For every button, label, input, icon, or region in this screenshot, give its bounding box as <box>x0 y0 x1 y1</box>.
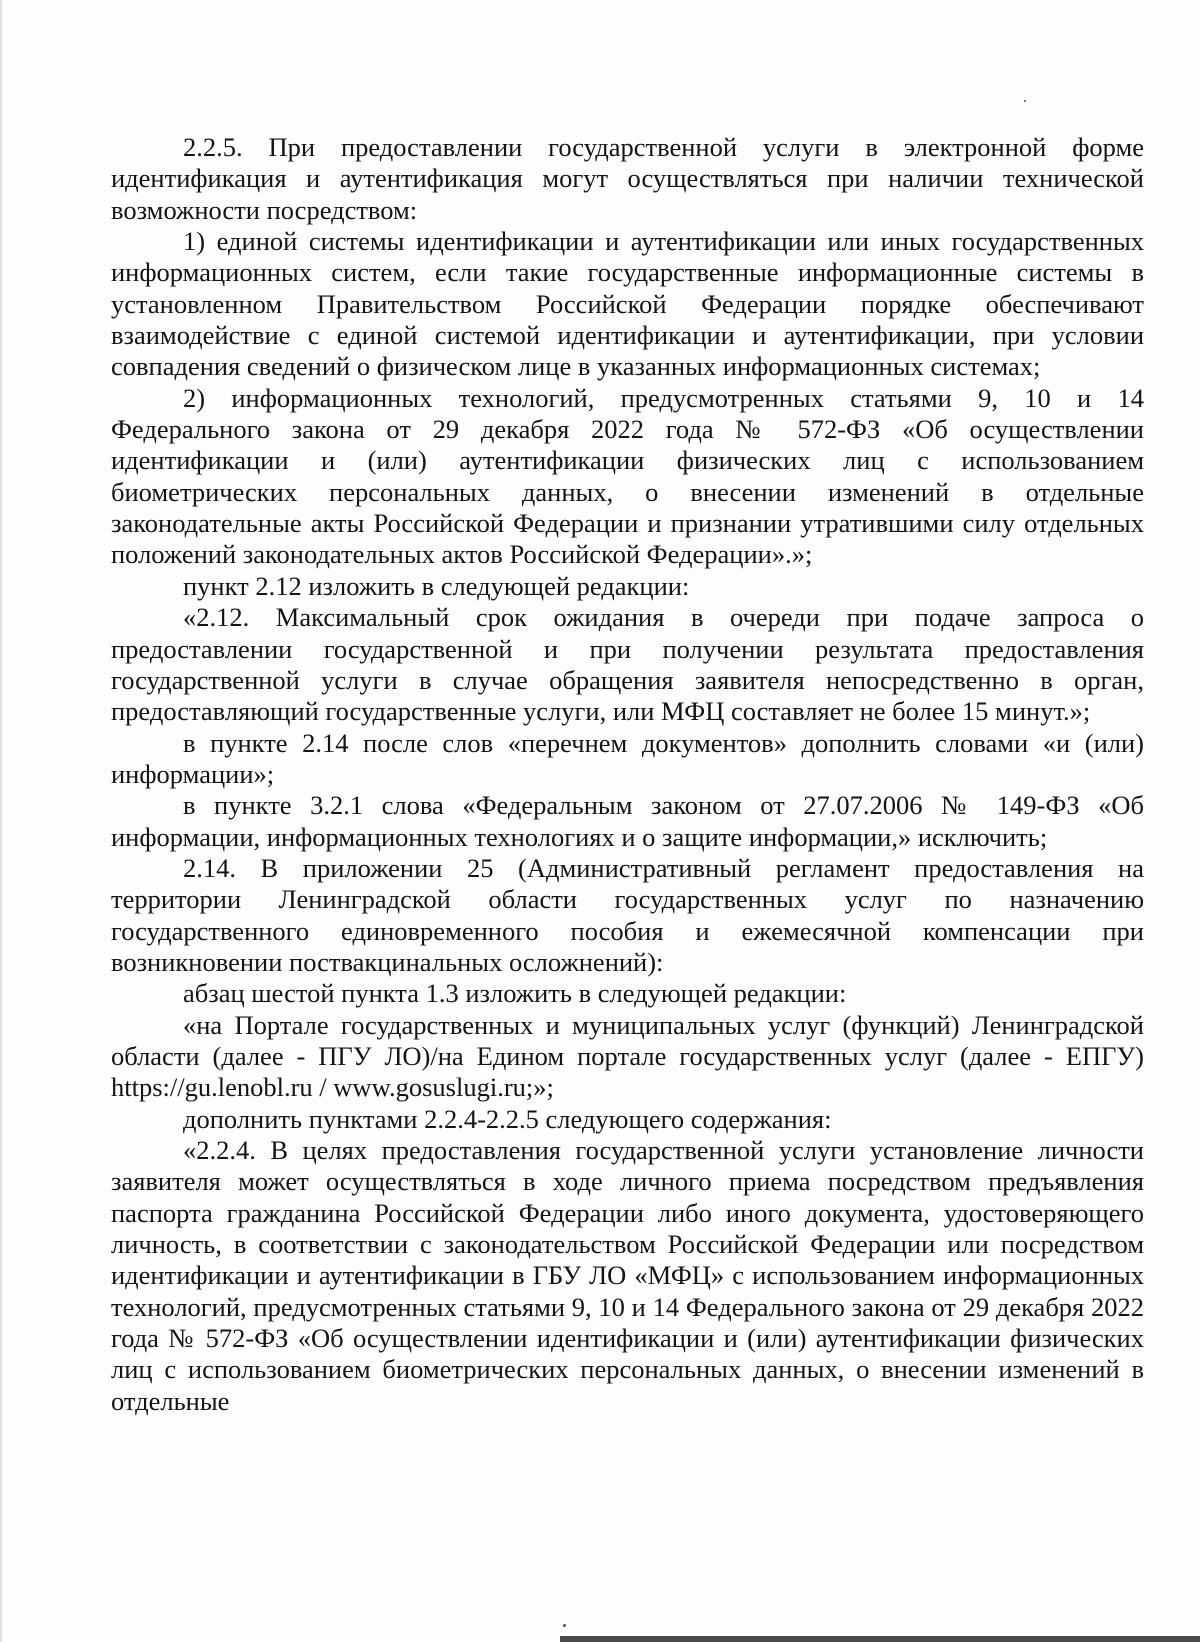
scan-edge-bottom <box>560 1636 1200 1642</box>
paragraph-portal-text: «на Портале государственных и муниципальных услуг (функций) Ленинградской области (далее - ПГУ ЛО)/на Едином портале государственных услуг (далее - ЕПГУ) https://gu.lenobl.ru / www.gosuslugi.ru;»; <box>111 1009 1144 1103</box>
paragraph-2-2-4: «2.2.4. В целях предоставления государственной услуги установление личности заявителя может осуществляться в ходе личного приема посредством предъявления паспорта гражданина Российской Федерации либо иного документа, удостоверяющего личность, в соответствии с законодательством Российской Федерации или посредством идентификации и аутентификации в ГБУ ЛО «МФЦ» с использованием информационных технологий, предусмотренных статьями 9, 10 и 14 Федерального закона от 29 декабря 2022 года № 572-ФЗ «Об осуществлении идентификации и (или) аутентификации физических лиц с использованием биометрических персональных данных, о внесении изменений в отдельные <box>111 1135 1144 1416</box>
paragraph-item-1: 1) единой системы идентификации и аутентификации или иных государственных информационных систем, если такие государственные информационные системы в установленном Правительством Российской Федерации порядке обеспечивают взаимодействие с единой системой идентификации и аутентификации, при условии совпадения сведений о физическом лице в указанных информационных системах; <box>111 226 1144 382</box>
paragraph-2-14-appendix-25: 2.14. В приложении 25 (Административный регламент предоставления на территории Ленинградской области государственных услуг по назначению государственного единовременного пособия и ежемесячной компенсации при возникновении поствакцинальных осложнений): <box>111 852 1144 977</box>
paragraph-instruction-2-2-4: дополнить пунктами 2.2.4-2.2.5 следующего содержания: <box>183 1103 832 1134</box>
scan-speck <box>1024 100 1026 102</box>
scan-edge-shadow <box>0 0 3 1642</box>
scan-speck <box>563 1624 566 1627</box>
document-body <box>111 132 1144 1417</box>
paragraph-instruction-3-2-1: в пункте 3.2.1 слова «Федеральным законом от 27.07.2006 № 149-ФЗ «Об информации, информационных технологиях и о защите информации,» исключить; <box>111 790 1144 852</box>
paragraph-2-2-5: 2.2.5. При предоставлении государственной услуги в электронной форме идентификация и аутентификация могут осуществляться при наличии технической возможности посредством: <box>111 132 1144 225</box>
paragraph-item-2: 2) информационных технологий, предусмотренных статьями 9, 10 и 14 Федерального закона от 29 декабря 2022 года № 572-ФЗ «Об осуществлении идентификации и (или) аутентификации физических лиц с использованием биометрических персональных данных, о внесении изменений в отдельные законодательные акты Российской Федерации и признании утратившими силу отдельных положений законодательных актов Российской Федерации».»; <box>111 382 1144 570</box>
paragraph-instruction-2-12: пункт 2.12 изложить в следующей редакции: <box>183 570 690 601</box>
paragraph-2-12: «2.12. Максимальный срок ожидания в очереди при подаче запроса о предоставлении государственной и при получении результата предоставления государственной услуги в случае обращения заявителя непосредственно в орган, предоставляющий государственные услуги, или МФЦ составляет не более 15 минут.»; <box>111 602 1144 727</box>
paragraph-instruction-2-14: в пункте 2.14 после слов «перечнем документов» дополнить словами «и (или) информации»; <box>111 727 1144 789</box>
paragraph-instruction-1-3: абзац шестой пункта 1.3 изложить в следующей редакции: <box>183 978 847 1009</box>
